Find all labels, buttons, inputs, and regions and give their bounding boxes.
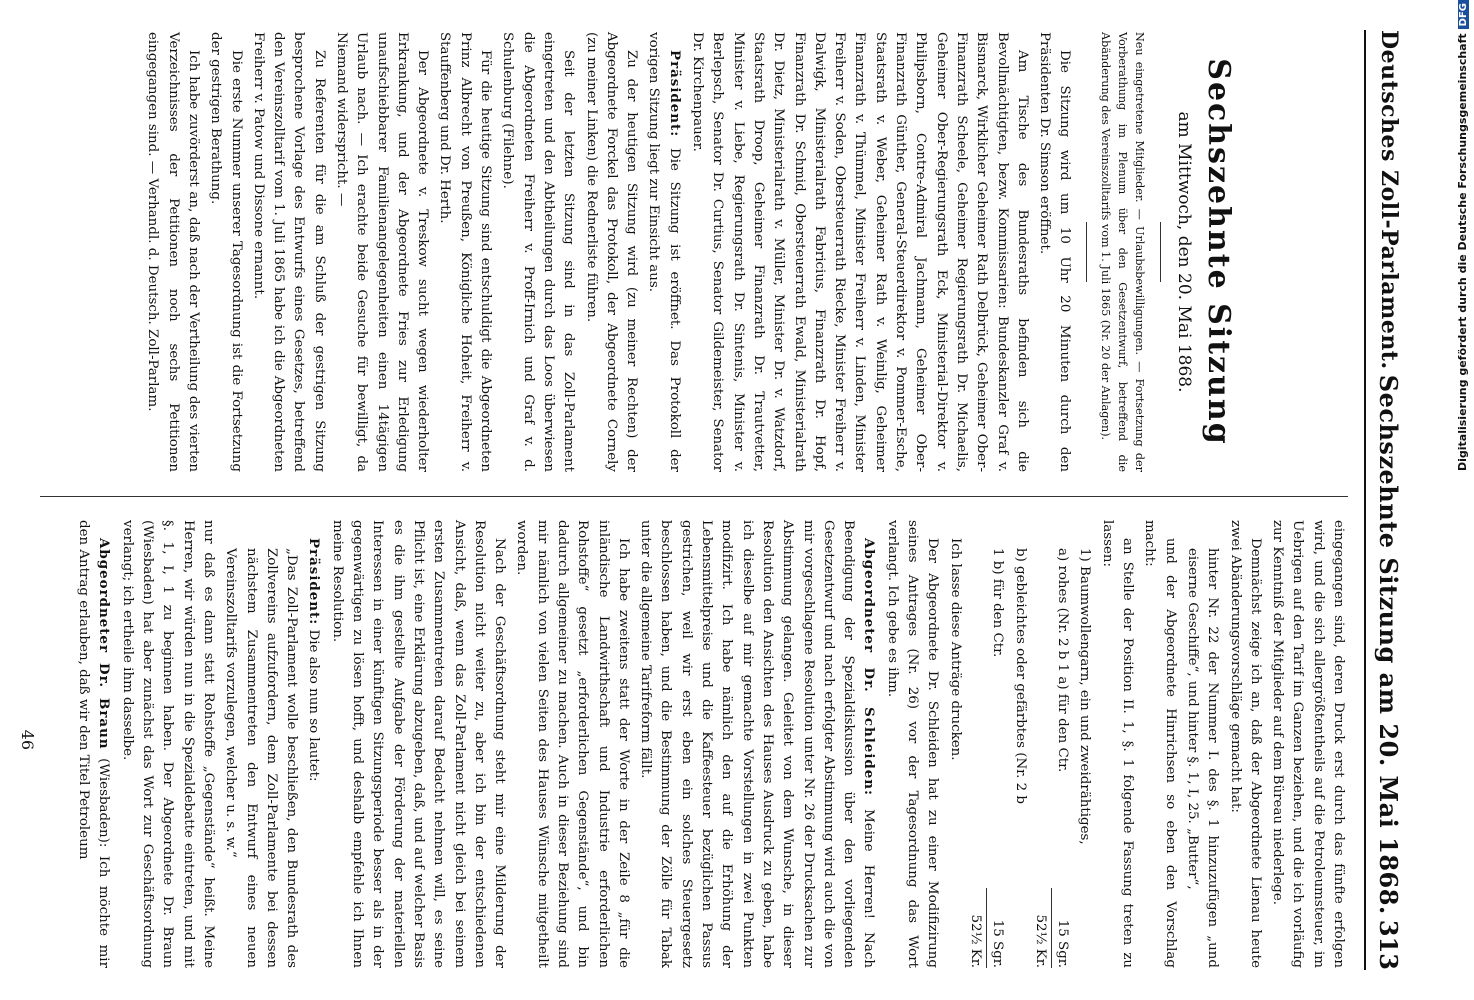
paragraph: Für die heutige Sitzung sind entschuldigt die Abgeordneten Prinz Albrecht von Preußen, Königliche Hoheit, Freiherr v. Stauffenberg und Dr. Herth.	[437, 32, 494, 472]
session-heading: Sechszehnte Sitzung am 20. Mai 1868.	[1374, 374, 1404, 915]
dfg-logo: DFG	[1458, 0, 1469, 29]
digitization-text: Digitalisierung gefördert durch die Deutsche Forschungsgemeinschaft	[1456, 33, 1469, 472]
session-title: Sechszehnte Sitzung	[1201, 58, 1236, 446]
paragraph: Zu Referenten für die am Schluß der gestrigen Sitzung besprochene Vorlage des Entwurfs eines Gesetzes, betreffend den Vereinszolltarif vom 1. Juli 1865 habe ich die Abgeordneten Freiherr v. Patow und Dissone ernannt.	[250, 32, 327, 472]
speech-text: (Wiesbaden): Ich möchte mir den Antrag erlauben, daß wir den Titel Petroleum	[76, 520, 112, 968]
paragraph: an Stelle der Position II. 1, §. 1 folgende Fassung treten zu lassen:	[1099, 520, 1136, 968]
tariff-line: 1) Baumwollengarn, ein und zweidrähtiges,	[1077, 548, 1093, 845]
divider	[1160, 222, 1161, 282]
page-header	[1364, 30, 1412, 970]
signature-mark: 46	[18, 729, 37, 750]
session-date: am Mittwoch, den 20. Mai 1868.	[1173, 111, 1194, 393]
tariff-line	[1052, 520, 1072, 968]
tariff-rate: 15 Sgr.	[1055, 919, 1071, 968]
paragraph: Zu der heutigen Sitzung wird (zu meiner Rechten) der Abgeordnete Forckel das Protokoll, der Abgeordnete Cornely (zu meiner Linken) die Rednerliste führen.	[583, 32, 640, 472]
paragraph: Der Abgeordnete v. Treskow sucht wegen wiederholter Erkrankung, und der Abgeordnete Fries zur Erledigung unaufschiebbarer Familienangelegenheiten einen 14tägigen Urlaub nach. — Ich erachte beide Gesuche für bewilligt, da Niemand widerspricht. —	[334, 32, 431, 472]
speech-text: Die also nun so lautet:	[306, 629, 322, 782]
tariff-label: 1 b) für den Ctr.	[990, 548, 1006, 658]
paragraph: und der Abgeordnete Hinrichsen so eben den Vorschlag macht:	[1142, 520, 1178, 968]
tariff-label: a) rohes (Nr. 2 b 1 a) für den Ctr.	[1055, 548, 1071, 773]
speech-text: Die Sitzung ist eröffnet. Das Protokoll der vorigen Sitzung liegt zur Einsicht aus.	[646, 32, 682, 472]
paragraph: Demnächst zeige ich an, daß der Abgeordnete Lienau heute zwei Abänderungsvorschläge gemacht hat:	[1227, 520, 1263, 968]
paragraph: Ich habe zuvörderst an, daß nach der Vertheilung des vierten Verzeichnisses der Petitionen noch sechs Petitionen eingegangen sind. — Verhandl. d. Deutsch. Zoll-Parlam.	[145, 32, 201, 472]
speaker-label: Abgeordneter Dr. Schleiden:	[861, 538, 878, 796]
tariff-sum: 52½ Kr.	[965, 888, 987, 968]
paragraph: Die erste Nummer unserer Tagesordnung ist die Fortsetzung der gestrigen Berathung.	[208, 32, 244, 472]
running-title: Deutsches Zoll-Parlament.	[1376, 30, 1402, 370]
paragraph: Der Abgeordnete Dr. Schleiden hat zu einer Modifizirung seines Antrages (Nr. 26) vor der Tagesordnung das Wort verlangt. Ich gebe es ihm.	[884, 520, 941, 968]
paragraph: Ich lasse diese Anträge drucken.	[947, 538, 963, 761]
paragraph	[303, 520, 324, 968]
agenda-summary: Neu eingetretene Mitglieder. — Urlaubsbewilligungen. — Fortsetzung der Vorberathung im Plenum über den Gesetzentwurf, betreffend die Abänderung des Vereinszolltarifs vom 1. Juli 1865 (Nr. 20 der Anlagen).	[1099, 32, 1147, 472]
resolution-quote: „Das Zoll-Parlament wolle beschließen, den Bundesrath des Zollvereins aufzufordern, dem Zoll-Parlamente bei dessen nächstem Zusammentreten den Entwurf eines neuen Vereinszolltarifs vorzulegen, welcher u. s. w.“	[223, 548, 300, 968]
paragraph: Seit der letzten Sitzung sind in das Zoll-Parlament eingetreten und den Abtheilungen durch das Loos überwiesen die Abgeordneten Freiherr v. Proff-Irnich und Graf v. d. Schulenburg (Filehne).	[500, 32, 577, 472]
speaker-label: Abgeordneter Dr. Braun	[96, 538, 113, 750]
amendment-text: hinter Nr. 22 der Nummer I. des §. 1 hinzuzufügen „und eiserne Geschiffe“, und hinter §. 1, I, 25. „Butter“,	[1184, 548, 1221, 968]
paragraph	[635, 520, 880, 968]
tariff-rate: 15 Sgr.	[990, 919, 1006, 968]
right-column	[40, 520, 1348, 968]
speaker-label: Präsident:	[666, 50, 683, 138]
tariff-line: b) gebleichtes oder gefärbtes (Nr. 2 b	[1012, 548, 1028, 804]
page-number: 313	[1374, 919, 1404, 970]
paragraph	[73, 520, 115, 968]
tariff-line	[987, 520, 1007, 968]
paragraph: Am Tische des Bundesraths befinden sich die Bevollmächtigten, bezw. Kommissarien: Bundeskanzler Graf v. Bismarck, Wirklicher Geheimer Rath Delbrück, Geheimer Ober-Finanzrath Scheele, Geheimer Regierungsrath Dr. Michaelis, Geheimer Ober-Regierungsrath Eck, Ministerial-Direktor v. Philipsborn, Contre-Admiral Jachmann, Geheimer Ober-Finanzrath Günther, General-Steuerdirektor v. Pommer-Esche, Staatsrath v. Weber, Geheimer Rath v. Weinlig, Geheimer Finanzrath v. Thümmel, Minister Freiherr v. Linden, Minister Freiherr v. Soden, Obersteuerrath Riecke, Minister Freiherr v. Dalwigk, Ministerialrath Fabricius, Finanzrath Dr. Hopf, Finanzrath Dr. Schmid, Obersteuerrath Ewald, Ministerialrath Dr. Dietz, Ministerialrath v. Müller, Minister Dr. v. Watzdorf, Staatsrath Droop, Geheimer Finanzrath Dr. Trautvetter, Minister v. Liebe, Regierungsrath Dr. Sintenis, Minister v. Berlepsch, Senator Dr. Curtius, Senator Gildemeister, Senator Dr. Kirchenpauer.	[690, 32, 1030, 472]
digitization-note	[1438, 0, 1469, 1000]
divider	[1086, 222, 1087, 282]
tariff-sum: 52½ Kr.	[1030, 888, 1052, 968]
speaker-label: Präsident:	[306, 538, 323, 626]
paragraph: Nach der Geschäftsordnung steht mir eine Milderung der Resolution nicht weiter zu, aber ich bin der entschiedenen Ansicht, daß, wenn das Zoll-Parlament nicht gleich bei seinem ersten Zusammentreten darauf Bedacht nehmen will, es seine Pflicht ist, eine Erklärung abzugeben, daß, und auf welcher Basis es die ihm gestellte Aufgabe der Förderung der materiellen Interessen in einer künftigen Sitzungsperiode besser als in der gegenwärtigen zu lösen hofft, und deshalb empfehle ich Ihnen meine Resolution.	[329, 520, 508, 968]
paragraph: nur daß es dann statt Rohstoffe „Gegenstände“ heißt. Meine Herren, wir würden nun in die Spezialdebatte eintreten, und mit §. 1, I, 1 zu beginnen haben. Der Abgeordnete Dr. Braun (Wiesbaden) hat aber zunächst das Wort zur Geschäftsordnung verlangt; ich ertheile ihm dasselbe.	[119, 520, 216, 968]
paragraph: Ich habe zweitens statt der Worte in der Zeile 8 „für die inländische Landwirthschaft und Industrie erforderlichen Rohstoffe“ gesetzt „erforderlichen Gegenstände“, und bin dadurch allgemeiner zu machen. Auch in dieser Beziehung sind mir nämlich von vielen Seiten des Hauses Wünsche mitgetheilt worden.	[514, 520, 631, 968]
left-column	[40, 32, 1348, 472]
paragraph: Die Sitzung wird um 10 Uhr 20 Minuten durch den Präsidenten Dr. Simson eröffnet.	[1037, 32, 1073, 472]
column-divider	[40, 496, 1348, 497]
paragraph	[643, 32, 685, 472]
speech-text: Meine Herren! Nach Beendigung der Spezialdiskussion über den vorliegenden Gesetzentwurf und nach erfolgter Abstimmung wird auch die von mir vorgeschlagene Resolution unter Nr. 26 der Drucksachen zur Abstimmung gelangen. Geleitet von dem Wunsche, in dieser Resolution den Ansichten des Hauses Ausdruck zu geben, habe ich dieselbe auf mir gemachte Vorstellungen in zwei Punkten modifizirt. Ich habe nämlich den auf die Erhöhung der Lebensmittelpreise und die Kaffeesteuer bezüglichen Passus gestrichen, weil wir erst eben ein solches Steuergesetz beschlossen haben, und die Bestimmung der Zölle für Tabak unter die allgemeine Tarifreform fällt.	[638, 520, 877, 969]
paragraph: eingegangen sind, deren Druck erst durch das fünfte erfolgen wird, und die sich allergrößtentheils auf die Petroleumsteuer, im Uebrigen auf den Tarif im Ganzen beziehen, und die ich vorläufig zur Kenntniß der Mitglieder auf dem Büreau niederlege.	[1270, 520, 1346, 968]
